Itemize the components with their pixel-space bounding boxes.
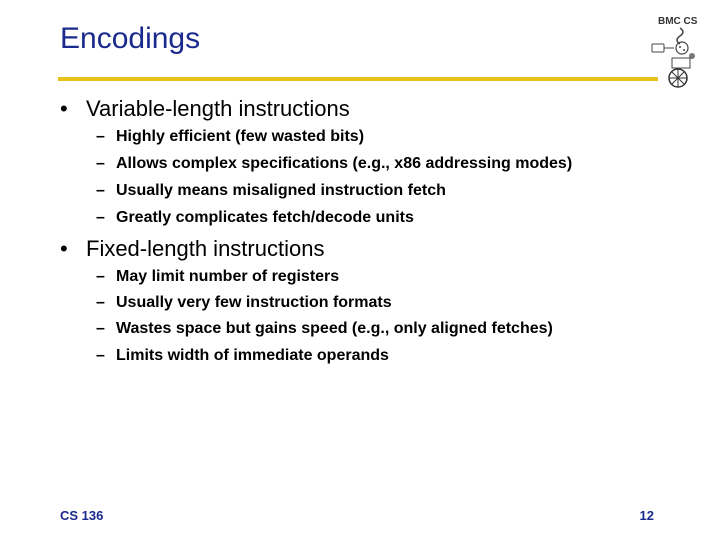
subitem-text: Limits width of immediate operands [116, 347, 389, 364]
bullet-marker: • [60, 96, 68, 121]
subitem [96, 209, 414, 227]
title-underline [58, 77, 658, 81]
subitem-text: Allows complex specifications (e.g., x86 addressing modes) [116, 155, 573, 172]
subitem-marker: – [96, 128, 105, 145]
subitem-marker: – [96, 294, 105, 311]
bullet-marker: • [60, 236, 68, 261]
subitem-marker: – [96, 209, 105, 226]
subitem [96, 128, 364, 146]
bullet-fixed-length [60, 236, 324, 262]
subitem [96, 320, 553, 338]
subitem-text: Wastes space but gains speed (e.g., only aligned fetches) [116, 320, 553, 337]
slide-title: Encodings [60, 22, 201, 55]
subitem-marker: – [96, 155, 105, 172]
footer-page-number: 12 [639, 508, 654, 523]
bullet-text: Fixed-length instructions [86, 236, 325, 261]
subitem-marker: – [96, 320, 105, 337]
subitem [96, 268, 339, 286]
subitem-marker: – [96, 268, 105, 285]
subitem-marker: – [96, 182, 105, 199]
subitem-text: May limit number of registers [116, 268, 340, 285]
footer-course: CS 136 [60, 508, 104, 523]
subitem-text: Usually means misaligned instruction fetch [116, 182, 446, 199]
subitem-text: Highly efficient (few wasted bits) [116, 128, 365, 145]
bullet-variable-length [60, 96, 350, 122]
subitem [96, 155, 572, 173]
subitem-text: Greatly complicates fetch/decode units [116, 209, 414, 226]
bmc-cs-logo-icon [648, 12, 708, 90]
subitem-text: Usually very few instruction formats [116, 294, 392, 311]
subitem [96, 294, 392, 312]
bullet-text: Variable-length instructions [86, 96, 350, 121]
subitem [96, 182, 446, 200]
subitem [96, 347, 389, 365]
logo-text: BMC CS [658, 16, 698, 27]
subitem-marker: – [96, 347, 105, 364]
